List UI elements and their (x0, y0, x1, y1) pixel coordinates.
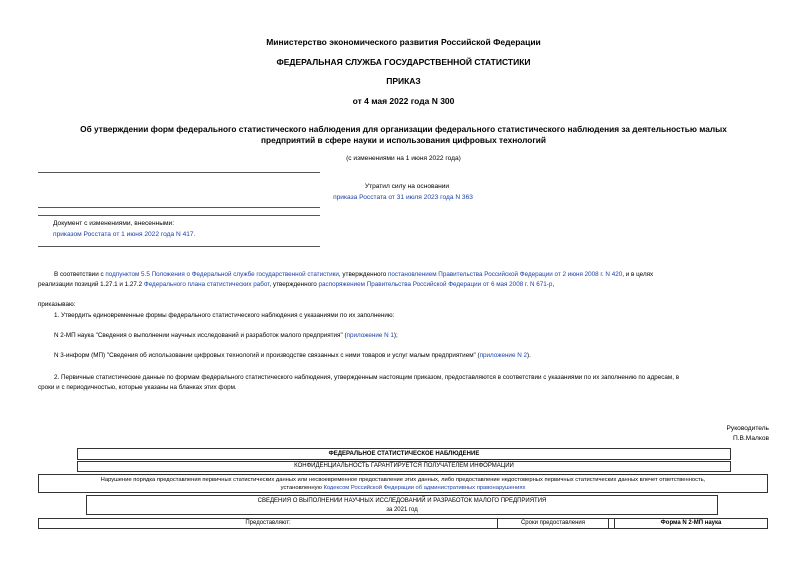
info-title-box (86, 495, 718, 515)
preamble-link-resolution[interactable]: постановлением Правительства Российской Федерации от 2 июня 2008 г. N 420 (387, 271, 623, 278)
ministry-name: Министерство экономического развития Российской Федерации (266, 37, 541, 47)
observation-header-box (77, 448, 731, 460)
appendix-1-link[interactable]: приложение N 1 (346, 332, 394, 339)
preamble-link-plan[interactable]: Федерального плана статистических работ (143, 281, 270, 288)
violation-box (38, 474, 768, 493)
order-item-1: 1. Утвердить единовременные формы федерального статистического наблюдения с указаниями по их заполнению: (54, 312, 395, 319)
preamble-line-2 (38, 280, 554, 290)
form-2-end: ). (527, 352, 531, 359)
service-name: ФЕДЕРАЛЬНАЯ СЛУЖБА ГОСУДАРСТВЕННОЙ СТАТИСТИКИ (276, 57, 531, 67)
changes-label: Документ с изменениями, внесенными: (53, 220, 175, 227)
form-2-text: N 3-информ (МП) "Сведения об использовании цифровых технологий и производстве связанных с ними товаров и услуг малым предприятием" ( (54, 352, 480, 359)
divider (38, 207, 320, 208)
violation-text: установленную (280, 485, 324, 491)
order-item-2-line-2: сроки и с периодичностью, которые указаны на бланках этих форм. (38, 384, 237, 391)
preamble-line-1 (54, 270, 653, 280)
document-title-line-2: предприятий в сфере науки и использования цифровых технологий (261, 135, 546, 145)
lost-force-link[interactable]: приказа Росстата от 31 июля 2023 года N 363 (333, 194, 473, 201)
appendix-2-link[interactable]: приложение N 2 (479, 352, 527, 359)
preamble-link-subpoint[interactable]: подпунктом 5.5 Положения о Федеральной службе государственной статистики (105, 271, 339, 278)
form-1-text: N 2-МП наука "Сведения о выполнении научных исследований и разработок малого предприятия" ( (54, 332, 347, 339)
divider (38, 215, 320, 216)
changes-link[interactable]: приказом Росстата от 1 июня 2022 года N 417. (53, 231, 196, 238)
form-2-line (54, 351, 531, 361)
form-footer-row (38, 518, 768, 529)
observation-header: ФЕДЕРАЛЬНОЕ СТАТИСТИЧЕСКОЕ НАБЛЮДЕНИЕ (328, 451, 480, 457)
document-title-line-1: Об утверждении форм федерального статистического наблюдения для организации федерального статистического наблюдения за деятельностью малых (80, 124, 727, 134)
info-year: за 2021 год (386, 506, 418, 513)
amendments-note: (с изменениями на 1 июня 2022 года) (346, 155, 461, 162)
confidentiality-box (77, 461, 731, 472)
preamble-text: , утвержденного (269, 281, 319, 288)
preamble-text: В соответствии с (54, 271, 106, 278)
confidentiality-text: КОНФИДЕНЦИАЛЬНОСТЬ ГАРАНТИРУЕТСЯ ПОЛУЧАТЕЛЕМ ИНФОРМАЦИИ (294, 463, 514, 469)
koap-link[interactable]: Кодексом Российской Федерации об административных правонарушениях (323, 485, 526, 491)
deadline-label: Сроки предоставления (520, 520, 586, 526)
provide-label: Предоставляют: (245, 520, 291, 526)
form-1-line (54, 331, 398, 341)
violation-line-2 (39, 484, 767, 492)
signature-position: Руководитель (726, 425, 769, 432)
preamble-link-order[interactable]: распоряжением Правительства Российской Федерации от 6 мая 2008 г. N 671-р (318, 281, 553, 288)
form-1-end: ); (393, 332, 398, 339)
form-code-cell (614, 519, 767, 528)
divider (38, 246, 320, 247)
preamble-text: , (552, 281, 555, 288)
preamble-text: , утвержденного (338, 271, 388, 278)
order-item-2-line-1: 2. Первичные статистические данные по формам федерального статистического наблюдения, утвержденным настоящим приказом, предоставляются в соответствии с указаниями по их заполнению по адресам, в (54, 374, 680, 381)
provide-cell (39, 519, 498, 528)
signature-name: П.В.Малков (732, 435, 769, 442)
deadline-cell (498, 519, 609, 528)
lost-force-label: Утратил силу на основании (364, 183, 450, 190)
preamble-text: , и в целях (622, 271, 654, 278)
form-code: Форма N 2-МП наука (660, 520, 722, 526)
divider (38, 172, 320, 173)
orders-word: приказываю: (38, 301, 76, 308)
document-type: ПРИКАЗ (386, 76, 421, 86)
violation-line-1: Нарушение порядка предоставления первичных статистических данных или несвоевременное предоставление этих данных, либо предоставление недостоверных первичных статистических данных влечет ответственность, (100, 477, 706, 483)
preamble-text: реализации позиций 1.27.1 и 1.27.2 (38, 281, 144, 288)
info-title: СВЕДЕНИЯ О ВЫПОЛНЕНИИ НАУЧНЫХ ИССЛЕДОВАНИЙ И РАЗРАБОТОК МАЛОГО ПРЕДПРИЯТИЯ (257, 498, 547, 504)
document-date-number: от 4 мая 2022 года N 300 (352, 96, 455, 106)
